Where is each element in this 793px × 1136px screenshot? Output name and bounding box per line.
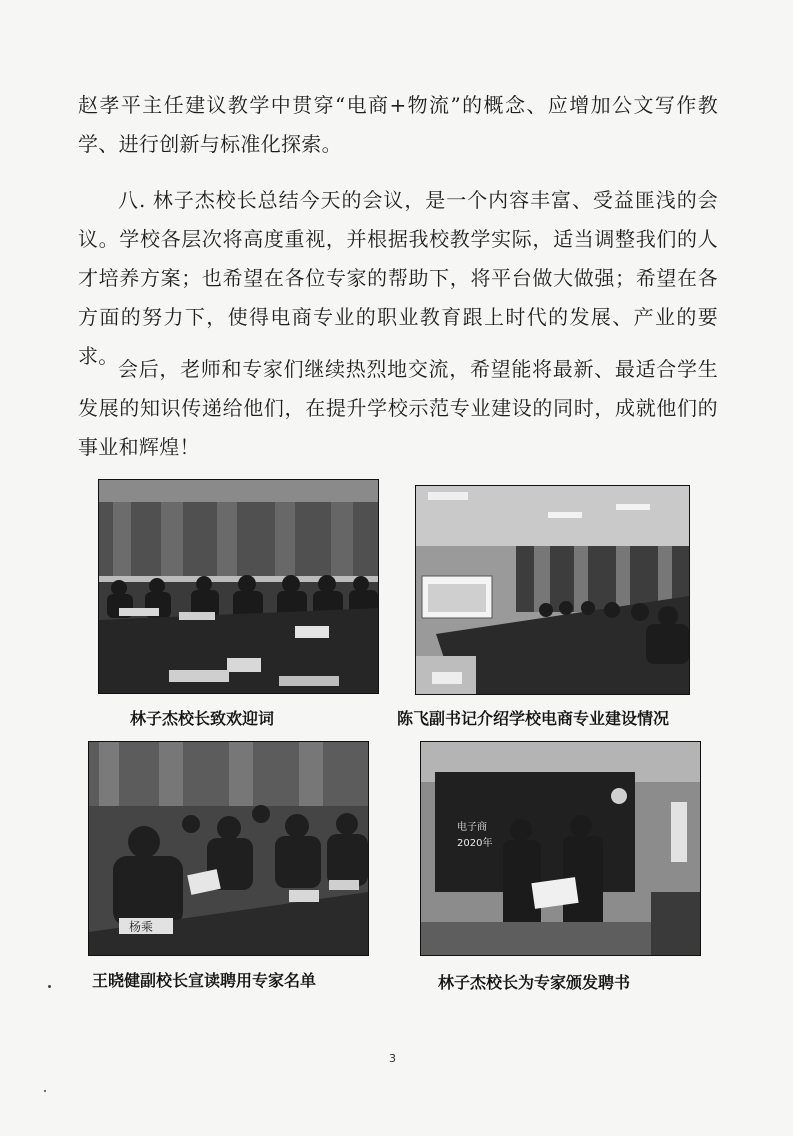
photo-certificate-award <box>420 741 701 956</box>
paragraph-lin-summary: 八. 林子杰校长总结今天的会议，是一个内容丰富、受益匪浅的会议。学校各层次将高度重视，并根据我校教学实际，适当调整我们的人才培养方案；也希望在各位专家的帮助下，将平台做大做强；希望在各方面的努力下，使得电商专业的职业教育跟上时代的发展、产业的要求。 <box>78 188 718 368</box>
photo-expert-list-reading <box>88 741 369 956</box>
screen-text-1: 电子商 <box>457 822 487 833</box>
scan-speck <box>48 985 51 988</box>
paragraph-after-meeting: 会后，老师和专家们继续热烈地交流，希望能将最新、最适合学生发展的知识传递给他们，在提升学校示范专业建设的同时，成就他们的事业和辉煌！ <box>78 357 718 459</box>
nameplate-yang: 杨乘 <box>129 920 154 934</box>
scan-speck <box>44 1090 46 1092</box>
photo-welcome-speech <box>98 479 379 694</box>
caption-expert-list-reading: 王晓健副校长宣读聘用专家名单 <box>92 971 317 990</box>
page-number: 3 <box>389 1052 396 1065</box>
screen-text-2: 2020年 <box>457 838 493 849</box>
photo-program-introduction <box>415 485 690 695</box>
paragraph-zhao-suggestion: 赵孝平主任建议教学中贯穿“电商+物流”的概念、应增加公文写作教学、进行创新与标准化探索。 <box>78 93 718 156</box>
caption-program-introduction: 陈飞副书记介绍学校电商专业建设情况 <box>397 709 670 728</box>
caption-welcome-speech: 林子杰校长致欢迎词 <box>130 709 275 728</box>
caption-certificate-award: 林子杰校长为专家颁发聘书 <box>438 973 631 992</box>
